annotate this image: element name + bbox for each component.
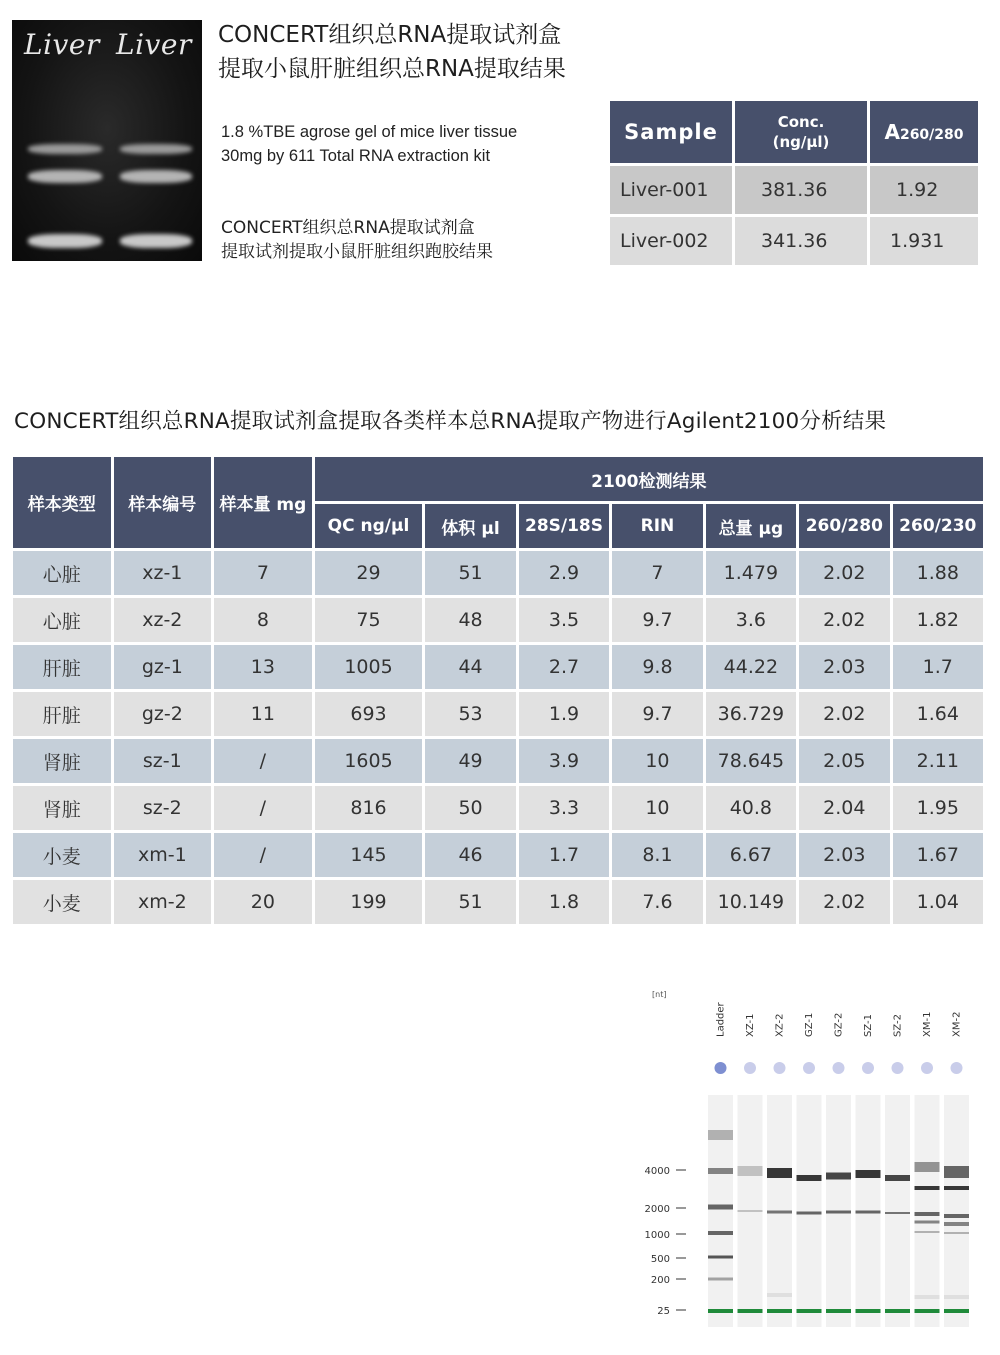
gel-band	[944, 1186, 969, 1190]
caption-line: 1.8 %TBE agrose gel of mice liver tissue	[221, 123, 518, 141]
cell-r260-230: 1.95	[893, 786, 983, 830]
ladder-tick-label: 500	[650, 1254, 670, 1265]
lane-background	[885, 1095, 910, 1327]
marker-band	[826, 1309, 851, 1313]
cell-ratio: 1.92	[870, 166, 978, 214]
cell-r260-280: 2.02	[799, 692, 889, 736]
cell-qc: 816	[315, 786, 423, 830]
ladder-tick-label: 1000	[644, 1230, 670, 1241]
gel-lane-label: Liver	[24, 28, 100, 61]
gel-band	[708, 1231, 733, 1235]
ladder-tick-label: 200	[650, 1275, 670, 1286]
gel-band	[885, 1175, 910, 1181]
lane-label: SZ-2	[892, 1014, 904, 1037]
gel-band	[708, 1278, 733, 1281]
cell-type: 肾脏	[13, 786, 111, 830]
cell-r260-230: 2.11	[893, 739, 983, 783]
cell-total: 6.67	[706, 833, 796, 877]
cell-rin: 9.7	[612, 598, 702, 642]
header-a-prefix: A	[884, 120, 900, 144]
lane-label: XZ-1	[745, 1013, 756, 1037]
gel-band	[944, 1214, 969, 1218]
gel-band	[120, 144, 192, 154]
table-row	[13, 739, 983, 783]
cell-r260-230: 1.04	[893, 880, 983, 924]
gel-band	[856, 1170, 881, 1178]
header-total: 总量 μg	[706, 504, 796, 548]
cell-r260-230: 1.67	[893, 833, 983, 877]
cell-ratio-28s: 1.7	[519, 833, 609, 877]
header-260-230: 260/230	[893, 504, 983, 548]
unit-label: [nt]	[652, 990, 667, 999]
cell-ratio-28s: 2.7	[519, 645, 609, 689]
cell-volume: 46	[425, 833, 515, 877]
lane-label: GZ-1	[804, 1012, 815, 1037]
cell-type: 肾脏	[13, 739, 111, 783]
marker-band	[767, 1309, 792, 1313]
gel-band	[28, 170, 102, 183]
section-title: CONCERT组织总RNA提取试剂盒提取各类样本总RNA提取产物进行Agilent2100分析结果	[14, 409, 887, 434]
cell-amount: 13	[214, 645, 312, 689]
cell-qc: 75	[315, 598, 423, 642]
gel-band	[826, 1173, 851, 1180]
lane-background	[708, 1095, 733, 1327]
cell-volume: 51	[425, 551, 515, 595]
cell-amount: /	[214, 833, 312, 877]
lane-label: GZ-2	[833, 1012, 845, 1037]
gel-band	[915, 1162, 940, 1172]
cell-r260-280: 2.02	[799, 880, 889, 924]
ladder-tick-label: 2000	[644, 1204, 670, 1215]
header-sample-id: 样本编号	[114, 457, 212, 548]
cell-rin: 7.6	[612, 880, 702, 924]
gel-band	[915, 1186, 940, 1190]
header-qc: QC ng/μl	[315, 504, 423, 548]
cell-r260-280: 2.03	[799, 645, 889, 689]
cell-volume: 53	[425, 692, 515, 736]
gel-band	[738, 1166, 763, 1176]
cell-rin: 10	[612, 786, 702, 830]
caption-english	[221, 120, 517, 168]
gel-band	[856, 1211, 881, 1214]
header-sample-amount: 样本量 mg	[214, 457, 312, 548]
cell-r260-280: 2.02	[799, 598, 889, 642]
cell-r260-230: 1.7	[893, 645, 983, 689]
header-260-280: 260/280	[799, 504, 889, 548]
cell-id: gz-2	[114, 692, 212, 736]
gel-image	[12, 20, 202, 261]
table-row	[13, 880, 983, 924]
bioanalyzer-gel-image	[640, 985, 985, 1335]
lane-well	[774, 1062, 786, 1074]
gel-band	[797, 1175, 822, 1181]
cell-ratio-28s: 3.5	[519, 598, 609, 642]
cell-amount: /	[214, 786, 312, 830]
cell-amount: 8	[214, 598, 312, 642]
cell-conc: 341.36	[735, 217, 867, 265]
caption-line: CONCERT组织总RNA提取试剂盒	[221, 218, 475, 238]
marker-band	[797, 1309, 822, 1313]
lane-label: XZ-2	[774, 1013, 786, 1037]
cell-qc: 1005	[315, 645, 423, 689]
lane-well	[862, 1062, 874, 1074]
cell-amount: 20	[214, 880, 312, 924]
cell-id: xz-1	[114, 551, 212, 595]
gel-band	[708, 1130, 733, 1140]
cell-ratio: 1.931	[870, 217, 978, 265]
cell-type: 肝脏	[13, 692, 111, 736]
cell-volume: 49	[425, 739, 515, 783]
ladder-tick-label: 4000	[644, 1166, 670, 1177]
cell-volume: 48	[425, 598, 515, 642]
header-rin: RIN	[612, 504, 702, 548]
cell-ratio-28s: 3.9	[519, 739, 609, 783]
lane-well	[715, 1062, 727, 1074]
gel-band	[915, 1231, 940, 1233]
page-title-line: 提取小鼠肝脏组织总RNA提取结果	[218, 56, 566, 82]
cell-total: 44.22	[706, 645, 796, 689]
cell-r260-230: 1.88	[893, 551, 983, 595]
gel-band	[767, 1168, 792, 1178]
cell-ratio-28s: 1.8	[519, 880, 609, 924]
header-conc-line2: (ng/μl)	[772, 133, 830, 151]
header-a260-280	[870, 101, 978, 163]
gel-band	[767, 1211, 792, 1214]
gel-band	[915, 1295, 940, 1299]
cell-qc: 1605	[315, 739, 423, 783]
header-sample: Sample	[610, 101, 732, 163]
cell-rin: 8.1	[612, 833, 702, 877]
table-row	[13, 598, 983, 642]
cell-qc: 693	[315, 692, 423, 736]
cell-total: 36.729	[706, 692, 796, 736]
marker-band	[885, 1309, 910, 1313]
cell-amount: 11	[214, 692, 312, 736]
caption-line: 提取试剂提取小鼠肝脏组织跑胶结果	[221, 242, 493, 262]
cell-id: gz-1	[114, 645, 212, 689]
header-28s-18s: 28S/18S	[519, 504, 609, 548]
cell-id: xm-1	[114, 833, 212, 877]
cell-total: 10.149	[706, 880, 796, 924]
lane-background	[944, 1095, 969, 1327]
cell-volume: 50	[425, 786, 515, 830]
cell-total: 40.8	[706, 786, 796, 830]
page-title-line: CONCERT组织总RNA提取试剂盒	[218, 22, 562, 48]
lane-well	[744, 1062, 756, 1074]
cell-id: xz-2	[114, 598, 212, 642]
caption-line: 30mg by 611 Total RNA extraction kit	[221, 147, 491, 165]
cell-ratio-28s: 1.9	[519, 692, 609, 736]
gel-band	[28, 144, 102, 154]
header-sample-type: 样本类型	[13, 457, 111, 548]
lane-well	[833, 1062, 845, 1074]
cell-total: 78.645	[706, 739, 796, 783]
lane-background	[915, 1095, 940, 1327]
cell-rin: 10	[612, 739, 702, 783]
cell-id: sz-1	[114, 739, 212, 783]
cell-sample: Liver-001	[610, 166, 732, 214]
cell-type: 肝脏	[13, 645, 111, 689]
lane-background	[797, 1095, 822, 1327]
sample-concentration-table	[607, 98, 981, 268]
gel-band	[797, 1212, 822, 1215]
gel-band	[708, 1256, 733, 1259]
table-row	[13, 786, 983, 830]
marker-band	[738, 1309, 763, 1313]
gel-band	[944, 1295, 969, 1299]
table-row	[610, 217, 978, 265]
cell-rin: 9.8	[612, 645, 702, 689]
gel-band	[944, 1232, 969, 1234]
caption-chinese	[221, 216, 493, 264]
lane-label: SZ-1	[863, 1014, 874, 1037]
cell-sample: Liver-002	[610, 217, 732, 265]
cell-type: 小麦	[13, 880, 111, 924]
gel-band	[767, 1293, 792, 1297]
table-row	[610, 166, 978, 214]
cell-ratio-28s: 2.9	[519, 551, 609, 595]
header-a-suffix: 260/280	[899, 127, 964, 143]
cell-ratio-28s: 3.3	[519, 786, 609, 830]
header-conc-line1: Conc.	[777, 113, 825, 131]
lane-label: XM-1	[922, 1011, 933, 1037]
cell-r260-280: 2.04	[799, 786, 889, 830]
agilent-results-table	[10, 454, 986, 927]
cell-r260-280: 2.03	[799, 833, 889, 877]
cell-rin: 7	[612, 551, 702, 595]
ladder-tick-label: 25	[657, 1306, 670, 1317]
cell-qc: 199	[315, 880, 423, 924]
marker-band	[915, 1309, 940, 1313]
cell-id: xm-2	[114, 880, 212, 924]
lane-label: XM-2	[951, 1011, 963, 1037]
gel-band	[28, 234, 102, 248]
gel-lane-label: Liver	[116, 28, 192, 61]
cell-amount: /	[214, 739, 312, 783]
lane-well	[921, 1062, 933, 1074]
header-conc	[735, 101, 867, 163]
cell-r260-280: 2.05	[799, 739, 889, 783]
cell-qc: 29	[315, 551, 423, 595]
page-title	[218, 18, 566, 86]
gel-band	[120, 170, 192, 183]
cell-rin: 9.7	[612, 692, 702, 736]
lane-well	[803, 1062, 815, 1074]
gel-band	[885, 1212, 910, 1214]
cell-type: 心脏	[13, 598, 111, 642]
cell-r260-230: 1.64	[893, 692, 983, 736]
cell-type: 小麦	[13, 833, 111, 877]
header-2100-group: 2100检测结果	[315, 457, 983, 501]
marker-band	[944, 1309, 969, 1313]
gel-band	[915, 1221, 940, 1224]
gel-band	[120, 234, 192, 248]
lane-well	[892, 1062, 904, 1074]
gel-band	[738, 1210, 763, 1212]
table-row	[13, 645, 983, 689]
cell-type: 心脏	[13, 551, 111, 595]
gel-band	[944, 1222, 969, 1226]
lane-well	[951, 1062, 963, 1074]
cell-total: 3.6	[706, 598, 796, 642]
marker-band	[856, 1309, 881, 1313]
cell-total: 1.479	[706, 551, 796, 595]
gel-band	[826, 1211, 851, 1214]
header-volume: 体积 μl	[425, 504, 515, 548]
gel-band	[708, 1168, 733, 1174]
lane-label: Ladder	[715, 1002, 727, 1037]
cell-amount: 7	[214, 551, 312, 595]
cell-volume: 51	[425, 880, 515, 924]
cell-qc: 145	[315, 833, 423, 877]
table-row	[13, 692, 983, 736]
table-row	[13, 833, 983, 877]
cell-r260-280: 2.02	[799, 551, 889, 595]
cell-r260-230: 1.82	[893, 598, 983, 642]
marker-band	[708, 1309, 733, 1313]
table-row	[13, 551, 983, 595]
cell-id: sz-2	[114, 786, 212, 830]
gel-band	[708, 1205, 733, 1210]
gel-band	[915, 1212, 940, 1216]
gel-band	[944, 1166, 969, 1178]
cell-conc: 381.36	[735, 166, 867, 214]
cell-volume: 44	[425, 645, 515, 689]
